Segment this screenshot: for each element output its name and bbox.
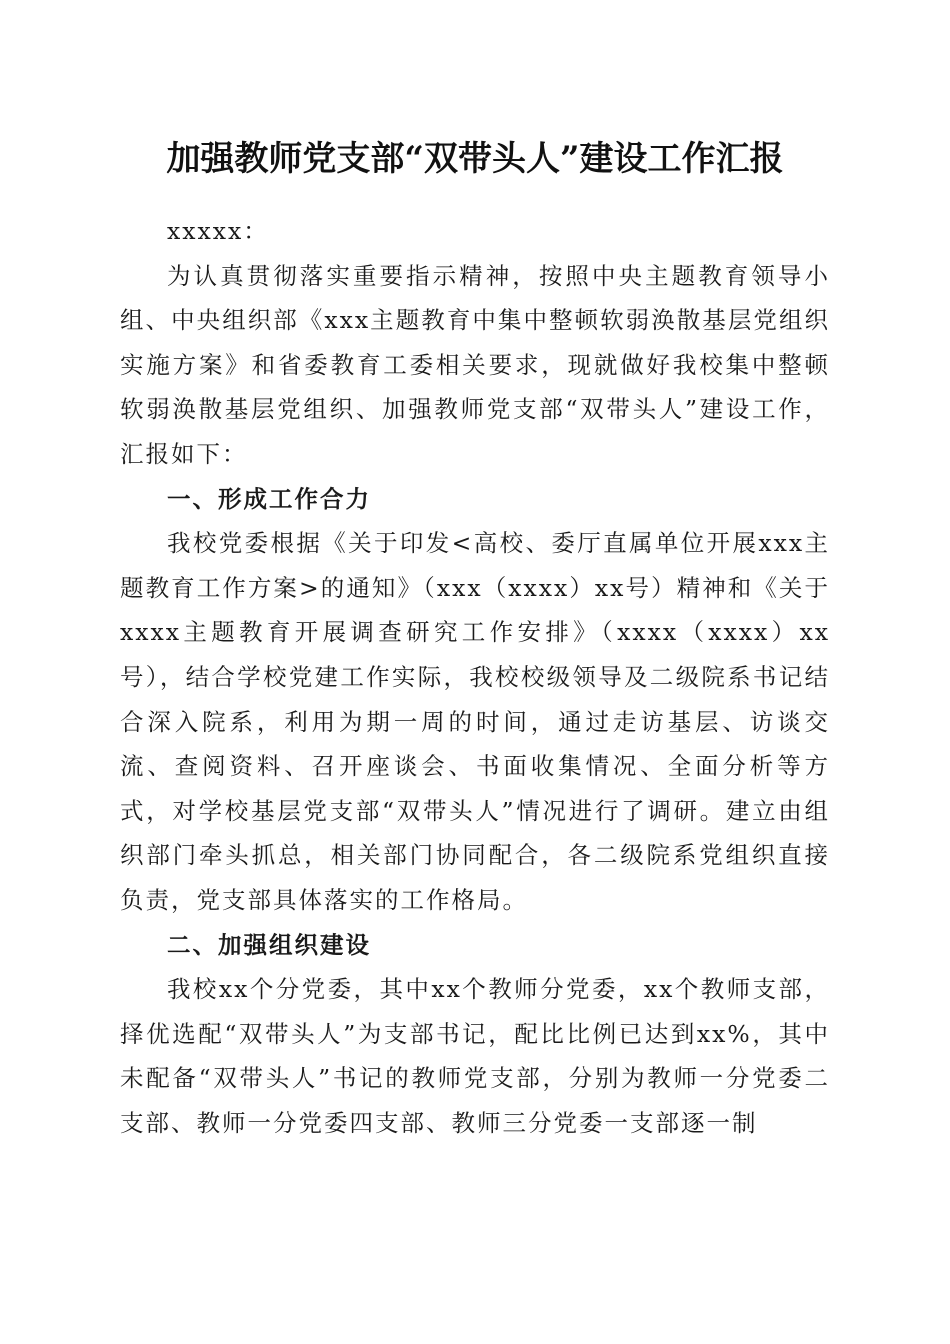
document-title: 加强教师党支部“双带头人”建设工作汇报	[166, 139, 784, 179]
document-body	[120, 209, 830, 1145]
intro-paragraph: 为认真贯彻落实重要指示精神，按照中央主题教育领导小组、中央组织部《xxx主题教育中集中整顿软弱涣散基层党组织实施方案》和省委教育工委相关要求，现就做好我校集中整顿软弱涣散基层党组织、加强教师党支部“双带头人”建设工作，汇报如下：	[120, 261, 830, 468]
section-heading-2: 二、加强组织建设	[167, 930, 371, 959]
section-heading-1: 一、形成工作合力	[167, 484, 371, 513]
salutation: xxxxx：	[167, 217, 269, 245]
section-paragraph-2: 我校xx个分党委，其中xx个教师分党委，xx个教师支部，择优选配“双带头人”为支部书记，配比比例已达到xx%，其中未配备“双带头人”书记的教师党支部，分别为教师一分党委二支部、教师一分党委四支部、教师三分党委一支部逐一制	[120, 975, 830, 1137]
section-paragraph-1: 我校党委根据《关于印发<高校、委厅直属单位开展xxx主题教育工作方案>的通知》（xxx（xxxx）xx号）精神和《关于xxxx主题教育开展调查研究工作安排》（xxxx（xxxx）xx号），结合学校党建工作实际，我校校级领导及二级院系书记结合深入院系，利用为期一周的时间，通过走访基层、访谈交流、查阅资料、召开座谈会、书面收集情况、全面分析等方式，对学校基层党支部“双带头人”情况进行了调研。建立由组织部门牵头抓总，相关部门协同配合，各二级院系党组织直接负责，党支部具体落实的工作格局。	[120, 529, 830, 914]
